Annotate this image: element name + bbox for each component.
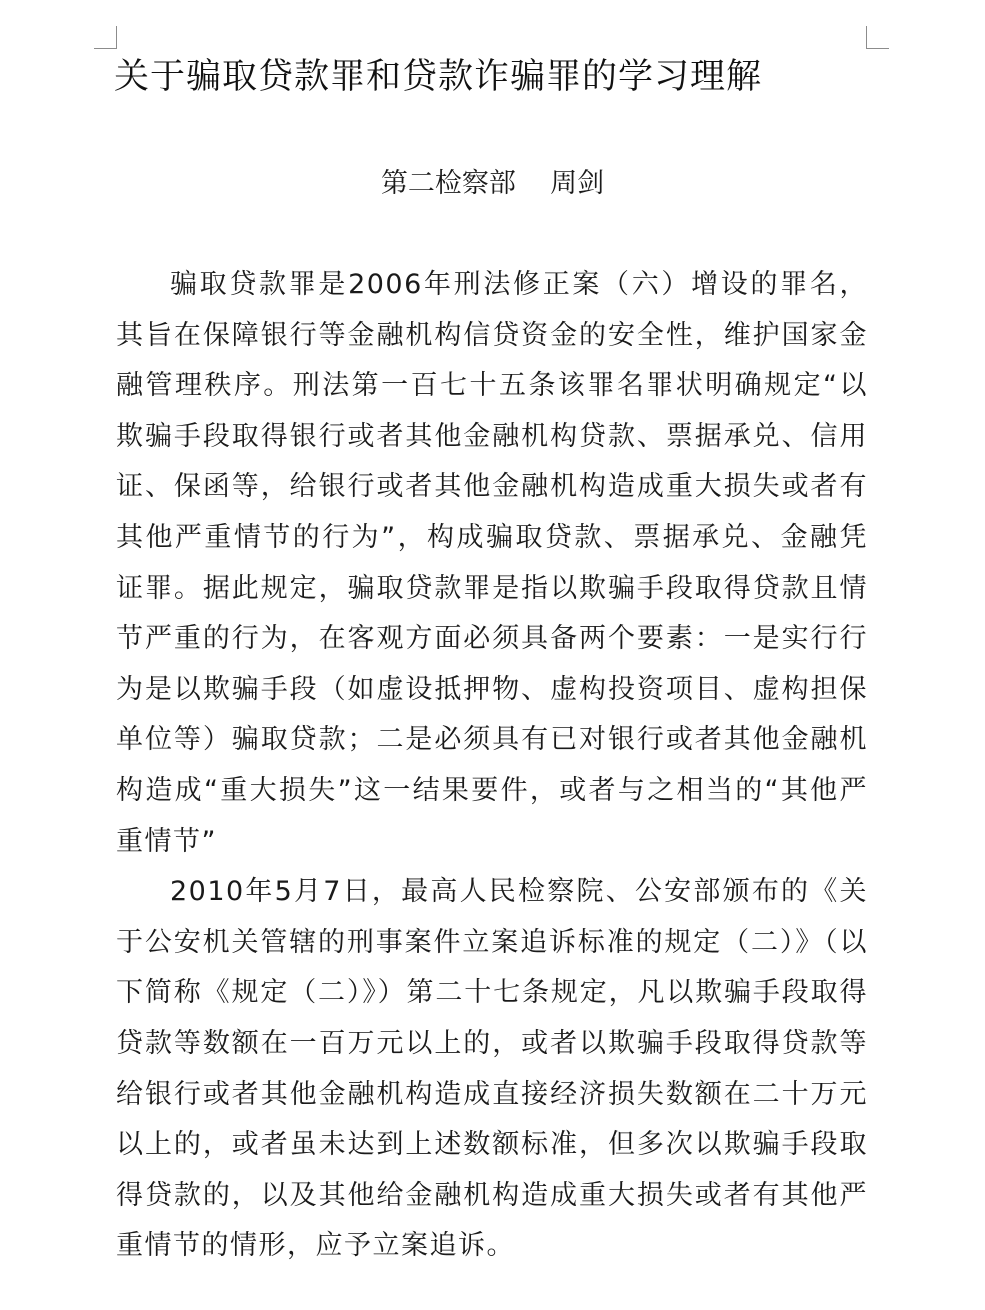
document-body <box>116 260 868 1272</box>
paragraph-1: 骗取贷款罪是2006年刑法修正案（六）增设的罪名，其旨在保障银行等金融机构信贷资金的安全性，维护国家金融管理秩序。刑法第一百七十五条该罪名罪状明确规定“以欺骗手段取得银行或者其他金融机构贷款、票据承兑、信用证、保函等，给银行或者其他金融机构造成重大损失或者有其他严重情节的行为”，构成骗取贷款、票据承兑、金融凭证罪。据此规定，骗取贷款罪是指以欺骗手段取得贷款且情节严重的行为，在客观方面必须具备两个要素：一是实行行为是以欺骗手段（如虚设抵押物、虚构投资项目、虚构担保单位等）骗取贷款；二是必须具有已对银行或者其他金融机构造成“重大损失”这一结果要件，或者与之相当的“其他严重情节” <box>116 269 868 857</box>
author-line: 第二检察部 周剑 <box>380 168 605 199</box>
document-title: 关于骗取贷款罪和贷款诈骗罪的学习理解 <box>114 57 763 97</box>
crop-mark-top-right <box>866 26 889 49</box>
crop-mark-top-left <box>94 26 117 49</box>
paragraph-2: 2010年5月7日，最高人民检察院、公安部颁布的《关于公安机关管辖的刑事案件立案追诉标准的规定（二）》（以下简称《规定（二）》）第二十七条规定，凡以欺骗手段取得贷款等数额在一百万元以上的，或者以欺骗手段取得贷款等给银行或者其他金融机构造成直接经济损失数额在二十万元以上的，或者虽未达到上述数额标准，但多次以欺骗手段取得贷款的，以及其他给金融机构造成重大损失或者有其他严重情节的情形，应予立案追诉。 <box>116 876 868 1262</box>
